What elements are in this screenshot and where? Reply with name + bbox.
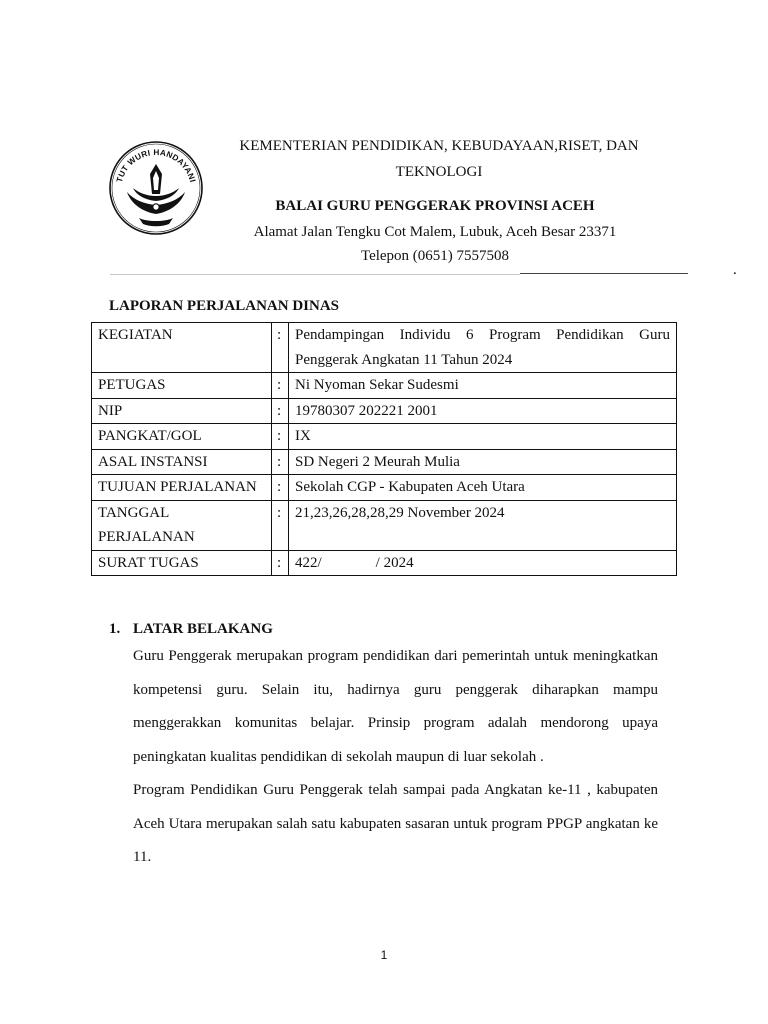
letter-number-prefix: 422/ [295, 554, 322, 571]
letter-number-year: / 2024 [375, 554, 414, 571]
table-row-nip [92, 398, 677, 424]
institution-name: BALAI GURU PENGGERAK PROVINSI ACEH [275, 198, 595, 214]
background-paragraph-2: Program Pendidikan Guru Penggerak telah sampai pada Angkatan ke-11 , kabupaten Aceh Utara merupakan salah satu kabupaten sasaran untuk program PPGP angkatan ke 11. [133, 782, 658, 865]
row-separator: : [272, 550, 289, 576]
section-heading [109, 621, 273, 638]
row-separator: : [272, 500, 289, 550]
row-value: Pendampingan Individu 6 Program Pendidikan Guru Penggerak Angkatan 11 Tahun 2024 [289, 323, 677, 373]
row-label: TANGGAL PERJALANAN [92, 500, 272, 550]
row-value: SD Negeri 2 Meurah Mulia [289, 449, 677, 475]
row-value: 19780307 202221 2001 [289, 398, 677, 424]
row-label: PANGKAT/GOL [92, 424, 272, 450]
logo-text: TUT WURI HANDAYANI [114, 147, 198, 184]
background-paragraph-1: Guru Penggerak merupakan program pendidikan dari pemerintah untuk meningkatkan kompetensi guru. Selain itu, hadirnya guru penggerak diharapkan mampu menggerakkan komunitas belajar. Prinsip program adalah mendorong upaya peningkatan kualitas pendidikan di sekolah maupun di luar sekolah . [133, 648, 658, 765]
table-row-tujuan-perjalanan [92, 475, 677, 501]
row-label: SURAT TUGAS [92, 550, 272, 576]
row-label: PETUGAS [92, 373, 272, 399]
institution-address: Alamat Jalan Tengku Cot Malem, Lubuk, Aceh Besar 23371 [253, 224, 617, 240]
row-separator: : [272, 373, 289, 399]
letterhead-trailing-dot: . [733, 262, 737, 278]
row-separator: : [272, 475, 289, 501]
table-row-pangkat-gol [92, 424, 677, 450]
page-number: 1 [380, 948, 388, 962]
row-label: NIP [92, 398, 272, 424]
row-separator: : [272, 398, 289, 424]
ministry-name-line2: TEKNOLOGI [395, 164, 483, 180]
table-row-tanggal-perjalanan [92, 500, 677, 550]
row-separator: : [272, 449, 289, 475]
table-row-petugas [92, 373, 677, 399]
row-label: TUJUAN PERJALANAN [92, 475, 272, 501]
letterhead-divider-right [520, 273, 688, 274]
row-value: Ni Nyoman Sekar Sudesmi [289, 373, 677, 399]
row-separator: : [272, 323, 289, 373]
row-label: KEGIATAN [92, 323, 272, 373]
row-value: 21,23,26,28,28,29 November 2024 [289, 500, 677, 550]
section-title: LATAR BELAKANG [133, 621, 273, 637]
table-row-kegiatan [92, 323, 677, 373]
row-label: ASAL INSTANSI [92, 449, 272, 475]
report-title: LAPORAN PERJALANAN DINAS [109, 298, 340, 314]
section-number: 1. [109, 621, 121, 637]
tut-wuri-handayani-logo [103, 138, 209, 238]
table-row-asal-instansi [92, 449, 677, 475]
row-value: Sekolah CGP - Kabupaten Aceh Utara [289, 475, 677, 501]
row-separator: : [272, 424, 289, 450]
travel-info-table [91, 322, 677, 576]
row-value [289, 550, 677, 576]
letterhead-divider-left [110, 274, 520, 275]
row-value: IX [289, 424, 677, 450]
table-row-surat-tugas [92, 550, 677, 576]
institution-phone: Telepon (0651) 7557508 [360, 248, 510, 264]
ministry-name-line1: KEMENTERIAN PENDIDIKAN, KEBUDAYAAN,RISET, DAN [239, 138, 639, 154]
